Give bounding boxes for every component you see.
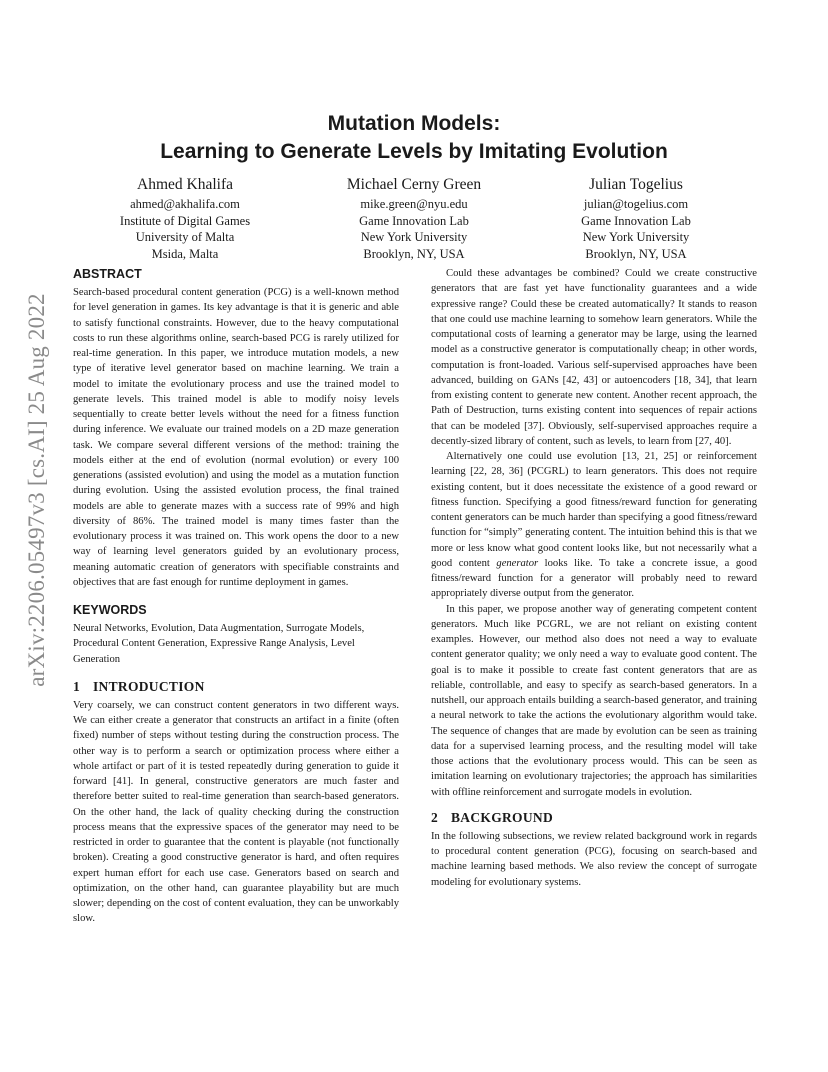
author-affiliation: Game Innovation Lab <box>359 213 469 228</box>
introduction-paragraph-1: Very coarsely, we can construct content generators in two different ways. We can either create a generator that constructs an artifact in a finite (often fixed) number of steps without testing during the construction process. The other way is to perform a search or optimization process where either a whole artifact or part of it is tested repeatedly during generation to guide it forward [41]. In general, constructive generators are much faster and therefore better suited to real-time generation than search-based generators. On the other hand, the lack of quality checking during the construction process means that the expressive spaces of the generator may need to be restricted in order to guarantee that the content is playable (not functionally broken). Creating a good constructive generator is hard, and often requires expert human effort for each use case. Generators based on search and optimization, on the other hand, can guarantee playability but are much slower; depending on the cost of content evaluation, they can be unworkably slow. <box>73 699 399 925</box>
section-number: 1 <box>73 678 81 694</box>
author-block-2 <box>299 175 529 262</box>
author-institution: New York University <box>582 230 690 244</box>
author-location: Brooklyn, NY, USA <box>363 246 465 261</box>
section-number: 2 <box>431 809 439 825</box>
right-column <box>431 266 757 890</box>
left-column <box>73 266 399 927</box>
paragraph-text: Alternatively one could use evolution [13, 21, 25] or reinforcement learning [22, 28, 36] (PCGRL) to learn generators. This does not require existing content, but it does necessitate the existence of a good reward or fitness function. Specifying a good fitness/reward function for generating content generators can be much harder than specifying a good fitness/reward function for “simply” generating content. The intuition behind this is that we more or less know what good content looks like, but not necessarily what a good content <box>431 451 757 569</box>
author-affiliation: Game Innovation Lab <box>581 213 691 228</box>
keywords-text: Neural Networks, Evolution, Data Augmentation, Surrogate Models, Procedural Content Generation, Expressive Range Analysis, Level Generation <box>73 623 365 665</box>
paper-title-line-2: Learning to Generate Levels by Imitating Evolution <box>160 140 668 163</box>
abstract-text: Search-based procedural content generation (PCG) is a well-known method for level generation in games. Its key advantage is that it is generic and able to satisfy functional constraints. However, due to the heavy computational costs to run these algorithms online, search-based PCG is rarely utilized for real-time generation. In this paper, we introduce mutation models, a new type of iterative level generator based on machine learning. We train a model to imitate the evolutionary process and use the trained model to generate levels. This trained model is able to modify noisy levels sequentially to create better levels without the need for a fitness function during inference. We evaluate our trained models on a 2D maze generation task. We compare several different versions of the method: training the models either at the end of evolution (normal evolution) or every 100 generations (assisted evolution) and using the model as a mutation function during evolution. Using the assisted evolution process, the final trained models are able to generate mazes with a success rate of 99% and high diversity of 86%. The trained model is many times faster than the evolutionary process it was trained on. This work opens the door to a new way of learning level generators guided by an evolutionary process, meaning automatic creation of generators with specifiable constraints and objectives that are fast enough for runtime deployment in games. <box>73 287 399 588</box>
introduction-paragraph-3 <box>431 449 757 602</box>
introduction-heading <box>73 679 399 695</box>
author-name: Julian Togelius <box>589 176 683 193</box>
keywords-heading: KEYWORDS <box>73 603 147 617</box>
paragraph-text: looks like. To take a concrete issue, a good fitness/reward function for a generator will probably need to reward appropriately diverse output from the generator. <box>431 557 758 600</box>
author-location: Brooklyn, NY, USA <box>585 246 687 261</box>
author-affiliation: Institute of Digital Games <box>119 213 251 228</box>
introduction-paragraph-2: Could these advantages be combined? Could we create constructive generators that are fast yet have functionality guarantees and a wide expressive range? Could these be created automatically? It stands to reason that one could use machine learning to somehow learn generators. While the computational costs of learning a generator may be large, using the learned model as a constructive generator is computationally cheap; in other words, computation is front-loaded. Various self-supervised approaches have been advanced, building on GANs [42, 43] or autoencoders [18, 34], that learn from existing content to generate new content. Another recent approach, the Path of Destruction, turns existing content into sequences of repair actions that can be modeled [37]. Obviously, self-supervised approaches require a decently-sized library of content, such as levels, to learn from [27, 40]. <box>431 268 757 447</box>
section-title: BACKGROUND <box>451 809 554 825</box>
author-email: ahmed@akhalifa.com <box>130 197 240 211</box>
author-email: mike.green@nyu.edu <box>360 197 468 211</box>
arxiv-identifier-text: arXiv:2206.05497v3 [cs.AI] 25 Aug 2022 <box>24 293 49 687</box>
author-block-1 <box>70 175 300 262</box>
paper-title <box>70 110 758 166</box>
author-institution: New York University <box>360 230 468 244</box>
author-name: Michael Cerny Green <box>346 176 482 193</box>
section-title: INTRODUCTION <box>93 678 205 694</box>
author-location: Msida, Malta <box>151 246 219 261</box>
paper-title-line-1: Mutation Models: <box>327 112 501 135</box>
author-institution: University of Malta <box>135 230 235 244</box>
author-email: julian@togelius.com <box>583 197 689 211</box>
emphasis-generator: generator <box>496 557 539 569</box>
arxiv-identifier <box>22 290 52 690</box>
abstract-heading: ABSTRACT <box>73 267 142 281</box>
author-block-3 <box>521 175 751 262</box>
background-paragraph-1: In the following subsections, we review related background work in regards to procedural content generation (PCG), focusing on search-based and machine learning based methods. We also review the concept of surrogate modeling for evolutionary systems. <box>431 830 757 888</box>
background-heading <box>431 810 757 826</box>
introduction-paragraph-4: In this paper, we propose another way of generating competent content generators. Much like PCGRL, we are not reliant on existing content examples. However, our method also does not need a way to evaluate content generator quality; we only need a way to evaluate good content. The goal is to make it possible to create fast content generators that are as reliable, controllable, and easy to specify as search-based generators. In a nutshell, our approach entails building a search-based generator, and training a neural network to take the actions the evolutionary algorithm would take. The sequence of changes that are made by evolution can be seen as training data for a supervised learning process, and the resulting model will take those actions that the evolutionary process would. This can be seen as imitation learning on evolutionary trajectories; the approach has similarities with offline reinforcement and surrogate models in evolution. <box>431 603 757 798</box>
author-name: Ahmed Khalifa <box>137 176 233 193</box>
